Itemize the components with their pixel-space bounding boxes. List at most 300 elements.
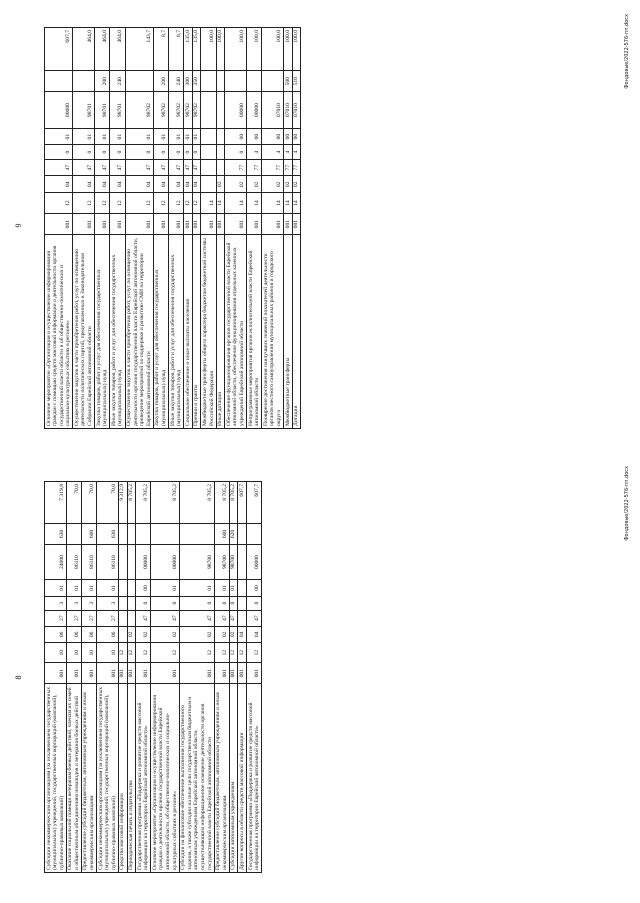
expense-type-code	[127, 524, 136, 545]
ved-code: 001	[214, 663, 229, 684]
event-code: 01	[214, 580, 229, 596]
subprogram-code	[201, 145, 216, 159]
budget-table-left	[44, 481, 262, 873]
direction-code: 00000	[247, 544, 262, 580]
amount: 143,7	[125, 28, 153, 71]
section-code: 10	[66, 642, 81, 663]
direction-code: 98701	[95, 92, 110, 129]
amount: 8 705,2	[127, 482, 136, 524]
row-name: Иные закупки товаров, работ и услуг для обеспечения государственных (муниципальных) нужд	[110, 235, 125, 429]
subsection-code	[201, 176, 216, 193]
section-code: 10	[81, 642, 96, 663]
amount: 607,7	[238, 482, 247, 524]
row-name: Осуществление закупок в части приобретения работ, услуг по освещению деятельности органов государственной власти Еврейской автономной области, проведение мероприятий по поддержке и развитию СМИ на территории Еврейской автономной области	[125, 235, 153, 429]
amount: 100,0	[216, 28, 225, 71]
event-code: 00	[247, 128, 262, 145]
program-code: 27	[66, 610, 81, 626]
direction-code: 24000	[45, 544, 67, 580]
direction-code: 07010	[292, 92, 301, 129]
ved-code: 001	[292, 214, 301, 235]
amount: 100,0	[225, 28, 247, 71]
table-row	[118, 482, 127, 873]
event-code: 00	[136, 580, 151, 596]
direction-code: 98702	[192, 92, 201, 129]
program-code: 77	[247, 159, 262, 176]
ved-code: 001	[45, 663, 67, 684]
event-code	[201, 128, 216, 145]
subsection-code: 02	[247, 176, 262, 193]
section-code: 12	[73, 193, 95, 214]
page-number: 8	[14, 675, 23, 680]
row-name: Иные дотации	[216, 235, 225, 429]
page-right	[0, 0, 640, 451]
ved-code: 001	[179, 663, 214, 684]
table-row	[216, 28, 225, 429]
expense-type-code	[247, 71, 262, 92]
subprogram-code: 0	[73, 145, 95, 159]
subsection-code: 04	[73, 176, 95, 193]
subsection-code: 04	[110, 176, 125, 193]
ved-code: 001	[151, 663, 179, 684]
row-name: Предоставление субсидий бюджетным, автономным учреждениям и иным некоммерческим организациям	[214, 683, 229, 872]
row-name: Предоставление субсидий бюджетным, автономным учреждениям и иным некоммерческим организациям	[81, 683, 96, 872]
subprogram-code: 0	[169, 145, 184, 159]
event-code: 00	[292, 128, 301, 145]
subsection-code: 02	[292, 176, 301, 193]
direction-code: 00000	[45, 92, 73, 129]
ved-code: 001	[184, 214, 193, 235]
row-name: Оказание социальной помощи ветеранам боевых действий, членам их семей и общественным объединениям инвалидов и ветеранов боевых действий	[66, 683, 81, 872]
amount: 135,0	[192, 28, 201, 71]
subprogram-code: 0	[192, 145, 201, 159]
direction-code: 00000	[225, 92, 247, 129]
expense-type-code	[66, 524, 81, 545]
row-name: Периодическая печать и издательства	[127, 683, 136, 872]
program-code: 47	[179, 610, 214, 626]
amount: 100,0	[284, 28, 293, 71]
amount: 8 705,2	[214, 482, 229, 524]
event-code: 01	[192, 128, 201, 145]
event-code: 01	[125, 128, 153, 145]
expense-type-code	[73, 71, 95, 92]
direction-code: 98701	[110, 92, 125, 129]
amount: 464,0	[95, 28, 110, 71]
program-code: 47	[45, 159, 73, 176]
section-code: 12	[238, 642, 247, 663]
expense-type-code	[151, 524, 179, 545]
table-row	[262, 28, 284, 429]
subsection-code: 02	[151, 626, 179, 642]
ved-code: 001	[169, 214, 184, 235]
section-code: 12	[151, 642, 179, 663]
table-row	[45, 482, 67, 873]
event-code: 00	[247, 580, 262, 596]
subprogram-code: 4	[292, 145, 301, 159]
section-code: 12	[125, 193, 153, 214]
subprogram-code: 0	[247, 596, 262, 610]
amount: 70,0	[97, 482, 119, 524]
program-code: 47	[192, 159, 201, 176]
subprogram-code: 3	[66, 596, 81, 610]
direction-code: 86110	[97, 544, 119, 580]
program-code: 77	[262, 159, 284, 176]
program-code: 47	[151, 610, 179, 626]
subsection-code: 02	[127, 626, 136, 642]
event-code: 00	[284, 128, 293, 145]
section-code: 14	[201, 193, 216, 214]
ved-code: 001	[136, 663, 151, 684]
expense-type-code: 240	[169, 71, 184, 92]
direction-code: 07010	[284, 92, 293, 129]
section-code: 12	[127, 642, 136, 663]
direction-code	[201, 92, 216, 129]
expense-type-code	[125, 71, 153, 92]
subprogram-code: 0	[95, 145, 110, 159]
subprogram-code: 4	[262, 145, 284, 159]
program-code: 47	[214, 610, 229, 626]
expense-type-code: 630	[45, 524, 67, 545]
row-name: Государственная программа «Поддержка и развитие средств массовой информации на территории Еврейской автономной области»	[247, 683, 262, 872]
document-footer: Фондовые/2022-576-пп.docx	[624, 14, 630, 89]
amount: 8,7	[169, 28, 184, 71]
expense-type-code	[179, 524, 214, 545]
program-code: 27	[97, 610, 119, 626]
table-row	[247, 28, 262, 429]
table-row	[201, 28, 216, 429]
expense-type-code: 200	[95, 71, 110, 92]
section-code: 12	[192, 193, 201, 214]
section-code: 12	[247, 642, 262, 663]
event-code: 01	[95, 128, 110, 145]
program-code: 77	[284, 159, 293, 176]
subprogram-code: 0	[184, 145, 193, 159]
subsection-code: 04	[184, 176, 193, 193]
direction-code	[216, 92, 225, 129]
section-code: 12	[118, 642, 127, 663]
program-code: 27	[45, 610, 67, 626]
page-number: 9	[14, 223, 23, 228]
subsection-code: 04	[238, 626, 247, 642]
table-row	[184, 28, 193, 429]
section-code: 14	[216, 193, 225, 214]
table-row	[151, 482, 179, 873]
subsection-code: 06	[66, 626, 81, 642]
amount: 100,0	[247, 28, 262, 71]
table-row	[127, 482, 136, 873]
section-code: 12	[45, 193, 73, 214]
amount: 70,0	[81, 482, 96, 524]
expense-type-code	[216, 71, 225, 92]
table-row	[214, 482, 229, 873]
subsection-code: 02	[262, 176, 284, 193]
expense-type-code: 620	[229, 524, 238, 545]
table-row	[225, 28, 247, 429]
amount: 8 705,2	[179, 482, 214, 524]
subsection-code: 04	[153, 176, 168, 193]
row-name: Другие вопросы в области средств массовой информации	[238, 683, 247, 872]
section-code: 14	[262, 193, 284, 214]
section-code: 12	[184, 193, 193, 214]
event-code: 00	[225, 128, 247, 145]
ved-code: 001	[110, 214, 125, 235]
section-code: 12	[169, 193, 184, 214]
program-code	[118, 610, 127, 626]
subprogram-code: 0	[179, 596, 214, 610]
program-code: 47	[110, 159, 125, 176]
subsection-code: 02	[284, 176, 293, 193]
subprogram-code: 0	[214, 596, 229, 610]
direction-code	[127, 544, 136, 580]
direction-code	[118, 544, 127, 580]
amount: 100,0	[201, 28, 216, 71]
ved-code: 001	[201, 214, 216, 235]
event-code	[216, 128, 225, 145]
subprogram-code: 3	[45, 596, 67, 610]
expense-type-code	[201, 71, 216, 92]
event-code: 00	[262, 128, 284, 145]
expense-type-code: 240	[110, 71, 125, 92]
section-code: 12	[136, 642, 151, 663]
ved-code: 001	[284, 214, 293, 235]
event-code: 01	[179, 580, 214, 596]
ved-code: 001	[238, 663, 247, 684]
event-code	[238, 580, 247, 596]
section-code: 14	[225, 193, 247, 214]
section-code: 12	[95, 193, 110, 214]
subsection-code: 02	[225, 176, 247, 193]
table-row	[169, 28, 184, 429]
program-code	[216, 159, 225, 176]
expense-type-code	[262, 71, 284, 92]
expense-type-code: 500	[284, 71, 293, 92]
event-code: 01	[81, 580, 96, 596]
event-code: 01	[73, 128, 95, 145]
expense-type-code	[238, 524, 247, 545]
event-code: 01	[110, 128, 125, 145]
row-name: Закупка товаров, работ и услуг для обеспечения государственных (муниципальных) нужд	[95, 235, 110, 429]
section-code: 14	[247, 193, 262, 214]
event-code: 01	[184, 128, 193, 145]
event-code: 01	[45, 580, 67, 596]
subsection-code: 04	[95, 176, 110, 193]
direction-code	[238, 544, 247, 580]
expense-type-code: 510	[292, 71, 301, 92]
table-row	[66, 482, 81, 873]
subprogram-code: 0	[151, 596, 179, 610]
table-row	[284, 28, 293, 429]
row-name: Непрограммные мероприятия органов исполнительной власти Еврейской автономной области	[247, 235, 262, 429]
expense-type-code: 350	[192, 71, 201, 92]
program-code	[201, 159, 216, 176]
ved-code: 001	[66, 663, 81, 684]
table-row	[81, 482, 96, 873]
row-name: Субсидии некоммерческим организациям (за исключением государственных (муниципальных) учреждений, государственных корпораций (компаний), публично-правовых компаний)	[45, 683, 67, 872]
budget-table-right	[44, 27, 301, 429]
section-code: 12	[179, 642, 214, 663]
table-row	[229, 482, 238, 873]
program-code: 47	[95, 159, 110, 176]
section-code: 10	[97, 642, 119, 663]
row-name: Поощрение достижения наилучших значений показателей деятельности органов местного самоуправления муниципальных районов и городского округа	[262, 235, 284, 429]
subprogram-code: 3	[81, 596, 96, 610]
program-code: 77	[292, 159, 301, 176]
table-row	[73, 28, 95, 429]
section-code: 12	[110, 193, 125, 214]
event-code: 01	[66, 580, 81, 596]
event-code	[127, 580, 136, 596]
subsection-code: 02	[179, 626, 214, 642]
ved-code: 001	[247, 663, 262, 684]
amount: 100,0	[292, 28, 301, 71]
row-name: Дотации	[292, 235, 301, 429]
subsection-code: 06	[45, 626, 67, 642]
direction-code: 86110	[81, 544, 96, 580]
expense-type-code	[225, 71, 247, 92]
event-code: 01	[229, 580, 238, 596]
subprogram-code: 0	[229, 596, 238, 610]
section-code: 12	[153, 193, 168, 214]
event-code: 01	[45, 128, 73, 145]
subprogram-code	[238, 596, 247, 610]
row-name: Основное мероприятие «Организация и осуществление информирования граждан о деятельности органов государственной власти Еврейской автономной области, об общественно-политических и социально-культурных событиях в регионе»	[151, 683, 179, 872]
expense-type-code: 600	[81, 524, 96, 545]
direction-code: 86110	[66, 544, 81, 580]
amount: 7 319,8	[45, 482, 67, 524]
amount: 8 705,2	[151, 482, 179, 524]
expense-type-code: 300	[184, 71, 193, 92]
subprogram-code: 4	[247, 145, 262, 159]
row-name: Субсидии автономным учреждениям	[229, 683, 238, 872]
program-code: 47	[229, 610, 238, 626]
subsection-code: 04	[45, 176, 73, 193]
table-row	[192, 28, 201, 429]
subprogram-code	[216, 145, 225, 159]
direction-code: 98702	[153, 92, 168, 129]
amount: 464,0	[110, 28, 125, 71]
event-code: 01	[169, 128, 184, 145]
direction-code: 07010	[262, 92, 284, 129]
program-code: 47	[136, 610, 151, 626]
subprogram-code	[127, 596, 136, 610]
ved-code: 001	[45, 214, 73, 235]
ved-code: 001	[153, 214, 168, 235]
table-row	[179, 482, 214, 873]
row-name: Межбюджетные трансферты общего характера бюджетам бюджетной системы Российской Федерации	[201, 235, 216, 429]
ved-code: 001	[216, 214, 225, 235]
event-code	[118, 580, 127, 596]
amount: 70,0	[66, 482, 81, 524]
table-row	[247, 482, 262, 873]
table-row	[110, 28, 125, 429]
section-code: 14	[292, 193, 301, 214]
direction-code: 00000	[151, 544, 179, 580]
row-name: Субсидии некоммерческим организациям (за исключением государственных (муниципальных) учреждений, государственных корпораций (компаний), публично-правовых компаний)	[97, 683, 119, 872]
subprogram-code: 3	[97, 596, 119, 610]
ved-code: 001	[247, 214, 262, 235]
subsection-code: 02	[214, 626, 229, 642]
program-code: 47	[153, 159, 168, 176]
direction-code: 98700	[179, 544, 214, 580]
section-code: 14	[284, 193, 293, 214]
subsection-code: 02	[216, 176, 225, 193]
subprogram-code: 0	[153, 145, 168, 159]
subsection-code: 04	[169, 176, 184, 193]
amount: 607,7	[247, 482, 262, 524]
row-name: Субсидии на финансовое обеспечение выполнения государственного задания, а также субсидии на иные цели государственным бюджетным и автономным учреждениям Еврейской автономной области, осуществляющим информационное освещение деятельности органов государственной власти Еврейской автономной области	[179, 683, 214, 872]
subprogram-code: 0	[125, 145, 153, 159]
program-code: 47	[125, 159, 153, 176]
row-name: Премии и гранты	[192, 235, 201, 429]
subsection-code: 04	[125, 176, 153, 193]
expense-type-code: 200	[153, 71, 168, 92]
event-code: 01	[153, 128, 168, 145]
subprogram-code: 0	[225, 145, 247, 159]
subprogram-code: 0	[136, 596, 151, 610]
section-code: 12	[214, 642, 229, 663]
row-name: Закупка товаров, работ и услуг для обеспечения государственных (муниципальных) нужд	[153, 235, 168, 429]
subsection-code: 02	[229, 626, 238, 642]
table-row	[125, 28, 153, 429]
direction-code: 00000	[136, 544, 151, 580]
program-code: 47	[73, 159, 95, 176]
direction-code: 00000	[247, 92, 262, 129]
page-left	[0, 452, 640, 903]
row-name: Осуществление закупок в части приобретения работ, услуг по освещению деятельности политических партий, представленных в Законодательном Собрании Еврейской автономной области	[73, 235, 95, 429]
program-code: 47	[247, 610, 262, 626]
event-code: 01	[97, 580, 119, 596]
expense-type-code: 600	[214, 524, 229, 545]
expense-type-code	[247, 524, 262, 545]
subprogram-code: 0	[110, 145, 125, 159]
program-code: 27	[81, 610, 96, 626]
table-row	[153, 28, 168, 429]
program-code: 77	[225, 159, 247, 176]
section-code: 10	[45, 642, 67, 663]
direction-code: 98702	[169, 92, 184, 129]
subsection-code: 04	[247, 626, 262, 642]
table-row	[95, 28, 110, 429]
program-code	[238, 610, 247, 626]
ved-code: 001	[229, 663, 238, 684]
document-footer: Фондовые/2022-576-пп.docx	[624, 466, 630, 541]
direction-code: 98702	[125, 92, 153, 129]
expense-type-code	[45, 71, 73, 92]
direction-code: 98701	[73, 92, 95, 129]
program-code: 47	[184, 159, 193, 176]
subsection-code: 02	[136, 626, 151, 642]
amount: 8 705,2	[136, 482, 151, 524]
subprogram-code	[118, 596, 127, 610]
table-row	[97, 482, 119, 873]
row-name: Государственная программа «Поддержка и развитие средств массовой информации на территории Еврейской автономной области»	[136, 683, 151, 872]
ved-code: 001	[192, 214, 201, 235]
expense-type-code	[136, 524, 151, 545]
subprogram-code: 0	[45, 145, 73, 159]
row-name: Иные закупки товаров, работ и услуг для обеспечения государственных (муниципальных) нужд	[169, 235, 184, 429]
row-name: Межбюджетные трансферты	[284, 235, 293, 429]
ved-code: 001	[225, 214, 247, 235]
ved-code: 001	[81, 663, 96, 684]
expense-type-code	[118, 524, 127, 545]
table-row	[45, 28, 73, 429]
subprogram-code: 4	[284, 145, 293, 159]
direction-code: 98702	[184, 92, 193, 129]
amount: 8 705,2	[229, 482, 238, 524]
ved-code: 001	[97, 663, 119, 684]
ved-code: 001	[118, 663, 127, 684]
amount: 8,7	[153, 28, 168, 71]
row-name: Средства массовой информации	[118, 683, 127, 872]
